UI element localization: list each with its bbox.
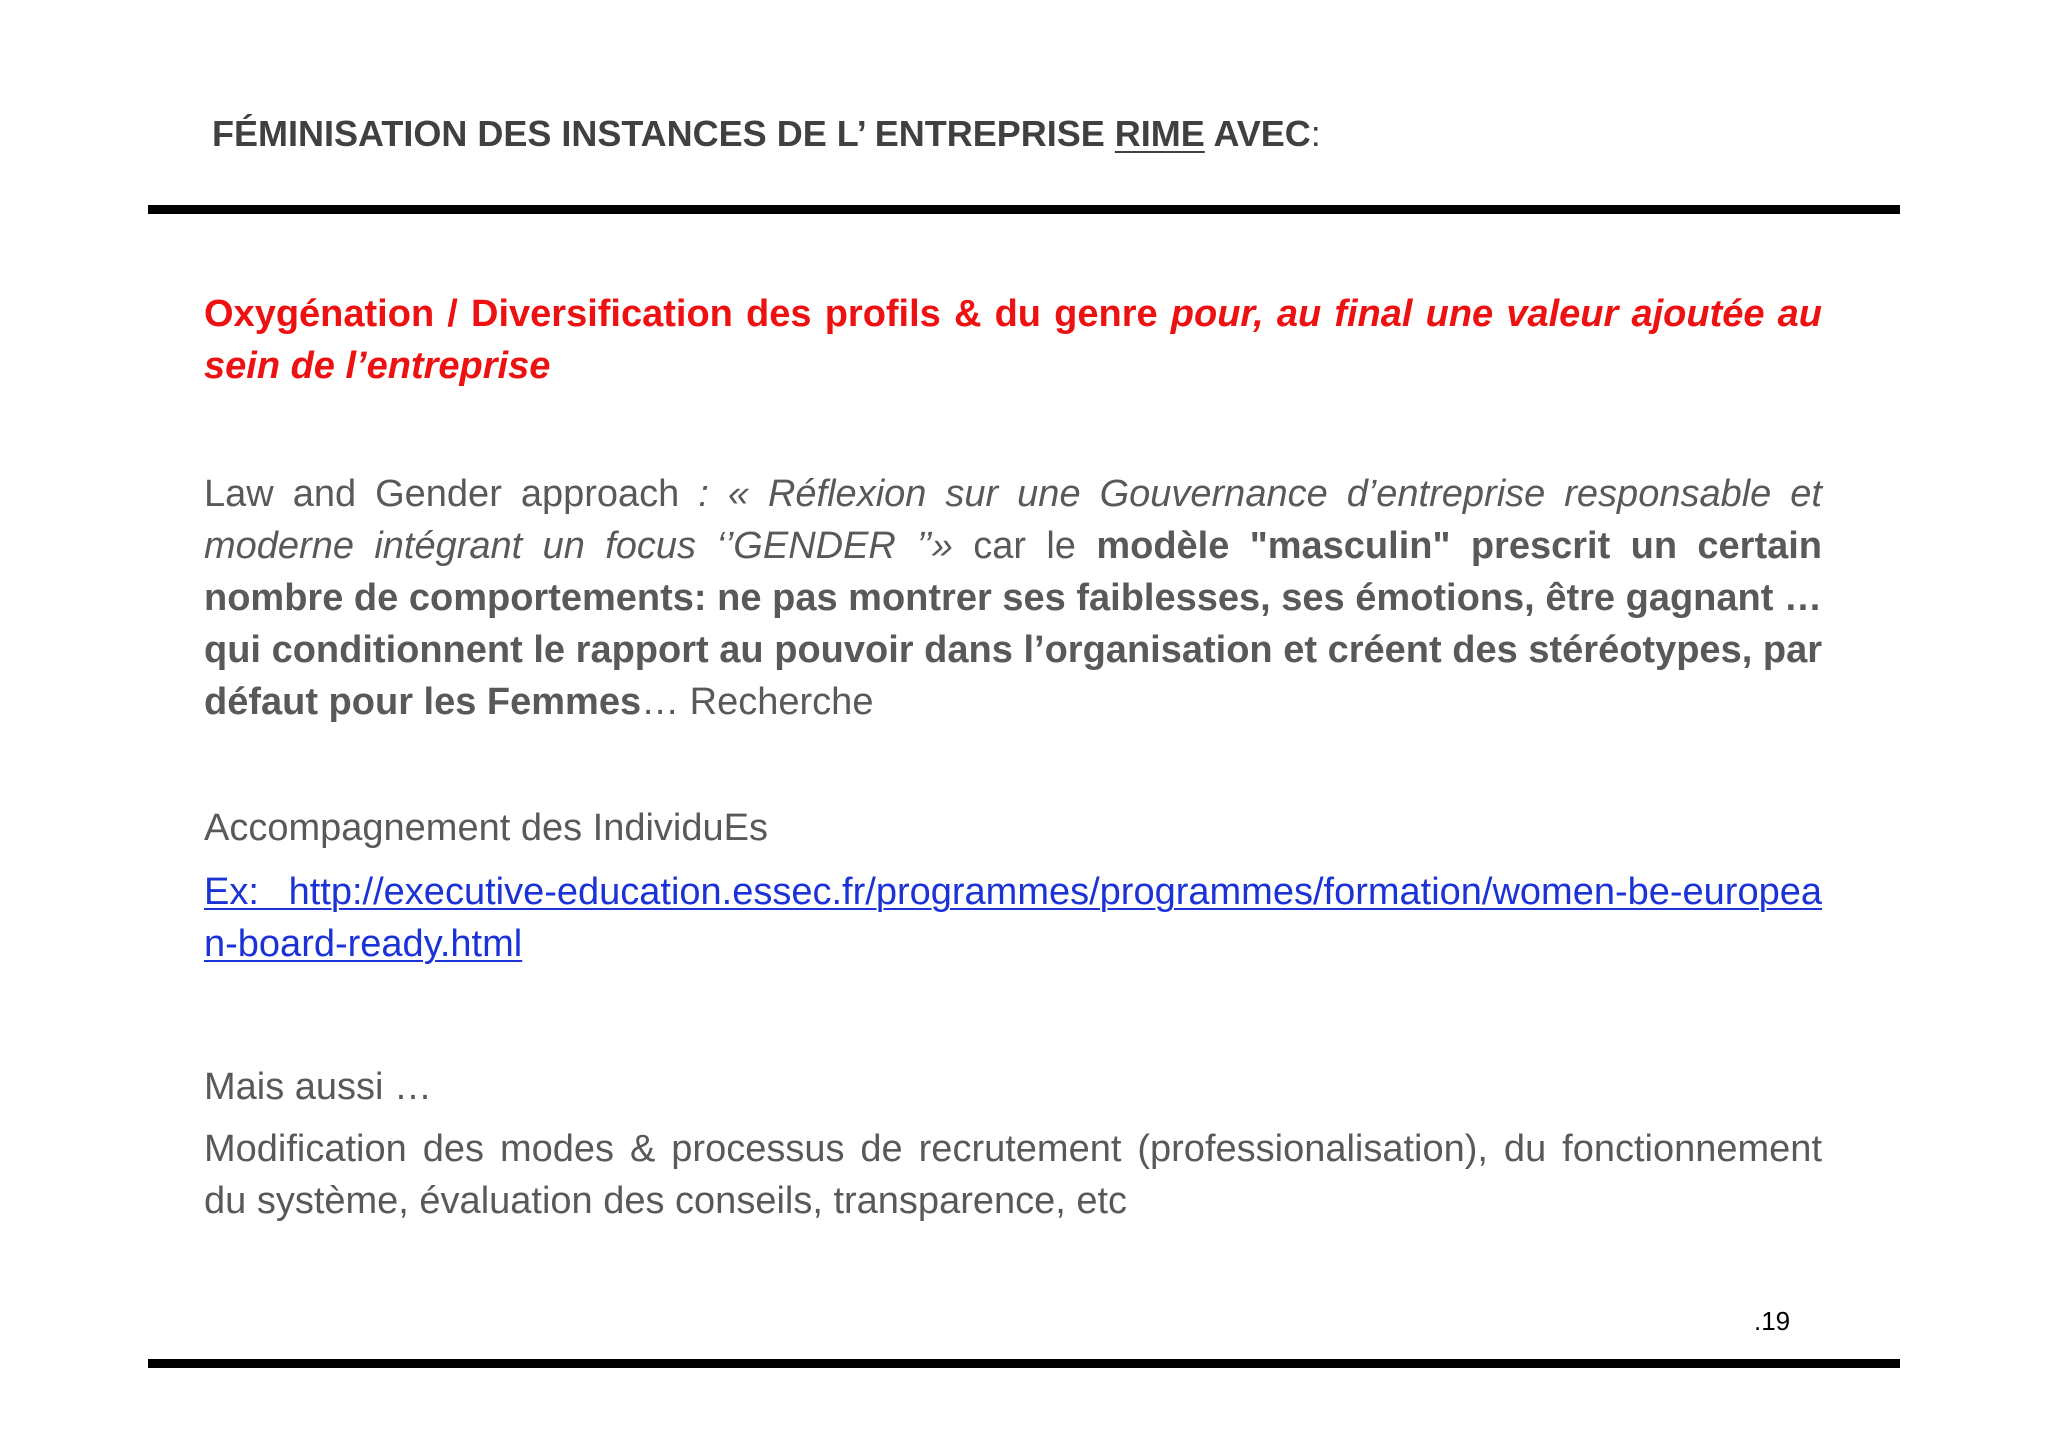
title-suffix: AVEC (1204, 113, 1311, 154)
law-gender-paragraph (204, 468, 1822, 728)
slide-body (204, 288, 1822, 1227)
law-gender-intro: Law and Gender approach (204, 473, 699, 515)
title-colon: : (1310, 113, 1321, 154)
bottom-divider (148, 1359, 1900, 1368)
modification-paragraph: Modification des modes & processus de recrutement (professionalisation), du fonctionnement du système, évaluation des conseils, transparence, etc (204, 1128, 1822, 1222)
highlight-bold-text: Oxygénation / Diversification des profils & du genre (204, 293, 1171, 335)
title-underlined-word: RIME (1114, 113, 1205, 154)
highlight-paragraph (204, 288, 1822, 392)
law-gender-connector: car le (952, 525, 1097, 567)
essec-program-link[interactable]: Ex: http://executive-education.essec.fr/programmes/programmes/formation/women-be-european-board-ready.html (204, 871, 1822, 965)
also-paragraph: Mais aussi … (204, 1066, 433, 1108)
page-number: .19 (1754, 1306, 1791, 1336)
slide-title (212, 113, 1321, 155)
law-gender-bold-text: modèle "masculin" prescrit un certain nombre de comportements: ne pas montrer ses faiblesses, ses émotions, être gagnant … qui conditionnent le rapport au pouvoir dans l’organisation et créent des stéréotypes, par défaut pour les Femmes (204, 525, 1823, 723)
example-paragraph (204, 866, 1822, 970)
law-gender-quote: : « Réflexion sur une Gouvernance d’entreprise responsable et moderne intégrant un focus ‘’GENDER ’’» (204, 473, 1822, 567)
top-divider (148, 205, 1900, 214)
law-gender-ending: … Recherche (641, 681, 874, 723)
highlight-italic-text: pour, au final une valeur ajoutée au sein de l’entreprise (204, 293, 1822, 387)
title-prefix: FÉMINISATION DES INSTANCES DE L’ ENTREPRISE (212, 113, 1115, 154)
accompaniment-paragraph: Accompagnement des IndividuEs (204, 807, 768, 849)
